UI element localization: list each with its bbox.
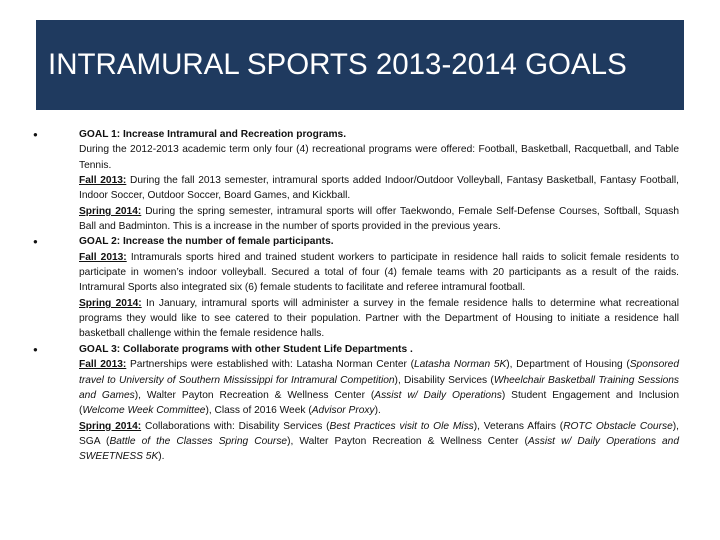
fall-label: Fall 2013:: [79, 251, 127, 263]
fall-text-part: ), Department of Housing (: [506, 359, 630, 371]
goals-list: [33, 127, 679, 465]
goal-3: [33, 342, 679, 465]
spring-text-part: ).: [158, 451, 165, 463]
bullet-icon: ●: [33, 130, 38, 139]
fall-text-part: ) Student Engagement and Inclusion (: [79, 389, 680, 417]
spring-text-italic: ROTC Obstacle Course: [563, 420, 673, 432]
goal-3-spring: [79, 419, 679, 465]
fall-text-italic: Welcome Week Committee: [82, 405, 206, 417]
fall-text-italic: Wheelchair Basketball Training Sessions and Games: [79, 374, 680, 401]
goal-2-fall: [79, 250, 679, 296]
spring-text: In January, intramural sports will administer a survey in the female residence halls to determine what recreational programs they would like to see catered to their population. Partner with the Department of Housing to initiate a residence hall basketball challenge within the female residence halls.: [79, 297, 679, 340]
fall-text-part: ), Walter Payton Recreation & Wellness Center (: [134, 389, 375, 401]
spring-text-italic: Best Practices visit to Ole Miss: [329, 420, 474, 432]
spring-text-part: ), Veterans Affairs (: [473, 420, 564, 432]
fall-label: Fall 2013:: [79, 359, 127, 371]
fall-text-italic: Sponsored travel to University of Southern Mississippi for Intramural Competition: [79, 359, 680, 386]
spring-text-italic: Battle of the Classes Spring Course: [109, 435, 288, 447]
title-banner: [36, 20, 684, 110]
spring-label: Spring 2014:: [79, 420, 142, 432]
fall-text-part: ), Class of 2016 Week (: [205, 405, 312, 417]
bullet-icon: ●: [33, 344, 38, 354]
fall-text-part: ), Disability Services (: [394, 374, 494, 386]
goal-3-fall: [79, 357, 679, 418]
spring-text-part: ), SGA (: [79, 420, 679, 447]
goal-2-heading: GOAL 2: Increase the number of female participants.: [79, 236, 334, 248]
fall-text: Intramurals sports hired and trained student workers to participate in residence hall raids to solicit female residents to participate in women’s indoor volleyball. Secured a total of four (4) female teams with 20 participants as a result of the raids. Intramural Sports also integrated six (6) female students to facilitate and referee intramural football.: [79, 251, 680, 294]
goal-2-spring: [79, 296, 679, 342]
fall-text-part: Partnerships were established with: Latasha Norman Center (: [126, 359, 414, 371]
bullet-icon: ●: [33, 237, 38, 247]
fall-text-italic: Advisor Proxy: [311, 405, 375, 417]
spring-text: During the spring semester, intramural sports will offer Taekwondo, Female Self-Defense Courses, Softball, Squash Ball and Badminton. This is a increase in the number of sports provided in the previous years.: [79, 205, 679, 233]
fall-label: Fall 2013:: [79, 175, 127, 187]
fall-text-italic: Latasha Norman 5K: [413, 359, 507, 371]
goal-1: [33, 127, 679, 234]
fall-text: During the fall 2013 semester, intramural sports added Indoor/Outdoor Volleyball, Fantasy Basketball, Fantasy Football, Indoor Soccer, Outdoor Soccer, Board Games, and Kickball.: [79, 175, 680, 202]
spring-text-part: Collaborations with: Disability Services (: [141, 420, 330, 432]
goal-3-heading: GOAL 3: Collaborate programs with other Student Life Departments .: [79, 343, 413, 355]
fall-text-italic: Assist w/ Daily Operations: [374, 389, 502, 401]
goal-2: [33, 234, 679, 341]
fall-text-part: ).: [374, 405, 381, 417]
goal-1-fall: [79, 173, 679, 204]
goal-1-heading: GOAL 1: Increase Intramural and Recreation programs.: [79, 129, 347, 140]
spring-label: Spring 2014:: [79, 205, 142, 217]
spring-label: Spring 2014:: [79, 297, 142, 309]
goal-1-spring: [79, 204, 679, 235]
slide-title: INTRAMURAL SPORTS 2013-2014 GOALS: [48, 48, 627, 81]
spring-text-part: ), Walter Payton Recreation & Wellness Center (: [287, 435, 528, 447]
spring-text-italic: Assist w/ Daily Operations and SWEETNESS 5K: [79, 435, 680, 463]
goal-1-intro: During the 2012-2013 academic term only four (4) recreational programs were offered: Football, Basketball, Racquetball, and Table Tennis.: [79, 144, 679, 171]
